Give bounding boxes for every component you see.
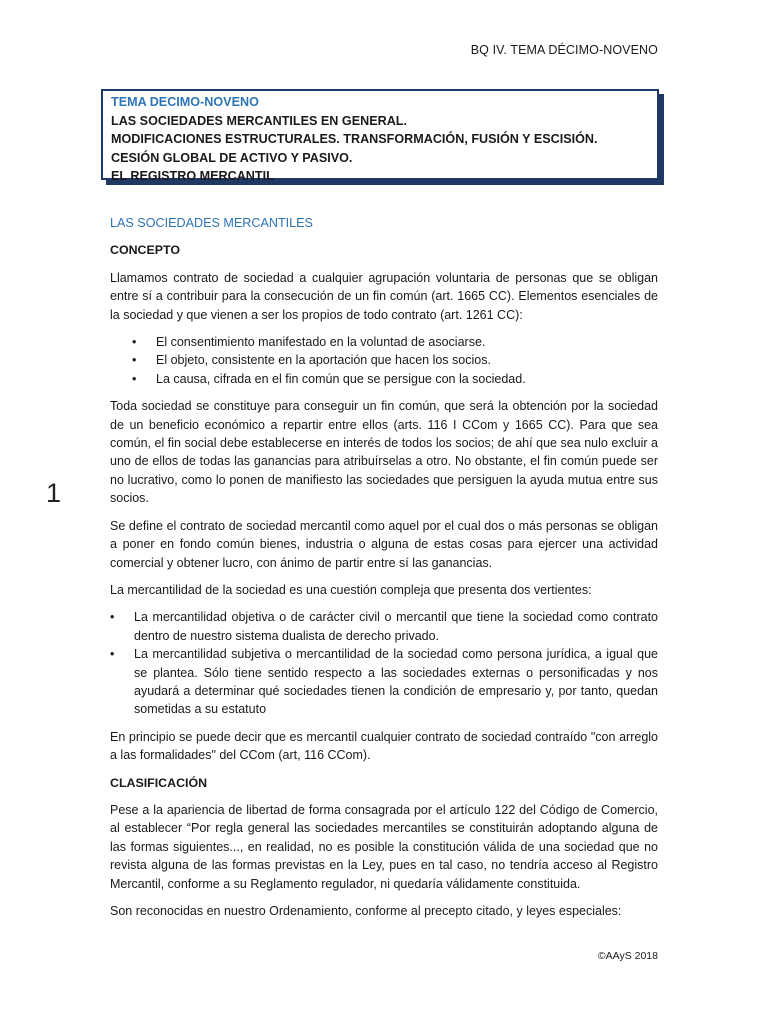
bullet-list-mercantilidad	[110, 608, 658, 718]
topic-subtitle-3: EL REGISTRO MERCANTIL	[111, 169, 274, 184]
topic-title: TEMA DECIMO-NOVENO	[111, 95, 259, 109]
running-header: BQ IV. TEMA DÉCIMO-NOVENO	[470, 43, 658, 57]
bullet-icon: •	[110, 610, 115, 625]
bullet-icon: •	[110, 647, 115, 662]
list-item: • El objeto, consistente en la aportación que hacen los socios.	[110, 351, 658, 369]
paragraph: Llamamos contrato de sociedad a cualquier agrupación voluntaria de personas que se obligan entre sí a contribuir para la consecución de un fin común (art. 1665 CC). Elementos esenciales de la sociedad y que vienen a ser los propios de todo contrato (art. 1261 CC):	[110, 270, 658, 322]
list-item: • La causa, cifrada en el fin común que se persigue con la sociedad.	[110, 370, 658, 388]
bullet-icon: •	[132, 353, 137, 368]
list-item: • La mercantilidad subjetiva o mercantilidad de la sociedad como persona jurídica, a igual que se plantea. Sólo tiene sentido respecto a las sociedades externas o personificadas y nos ayudará a determinar qué sociedades tienen la condición de empresario y, por tanto, quedan sometidas a su estatuto	[110, 647, 658, 717]
section-title: LAS SOCIEDADES MERCANTILES	[110, 216, 313, 230]
list-item: • La mercantilidad objetiva o de carácter civil o mercantil que tiene la sociedad como contrato dentro de nuestro sistema dualista de derecho privado.	[110, 610, 658, 643]
page-number: 1	[46, 478, 62, 508]
list-item: • El consentimiento manifestado en la voluntad de asociarse.	[110, 333, 658, 351]
bullet-icon: •	[132, 371, 137, 386]
paragraph: Pese a la apariencia de libertad de forma consagrada por el artículo 122 del Código de Comercio, al establecer “Por regla general las sociedades mercantiles se constituirán adoptando alguna de las formas siguientes..., en realidad, no es posible la constitución válida de una sociedad que no revista alguna de las formas previstas en la Ley, pues en tal caso, no tendría acceso al Registro Mercantil, conforme a su Reglamento regulador, ni quedaría válidamente constituida.	[110, 802, 658, 891]
bullet-list-elements	[110, 333, 658, 388]
bullet-icon: •	[132, 335, 137, 350]
paragraph: La mercantilidad de la sociedad es una cuestión compleja que presenta dos vertientes:	[110, 582, 592, 597]
topic-subtitle-1: LAS SOCIEDADES MERCANTILES EN GENERAL.	[111, 113, 407, 128]
document-body	[110, 214, 658, 929]
paragraph: En principio se puede decir que es mercantil cualquier contrato de sociedad contraído "con arreglo a las formalidades" del CCom (art, 116 CCom).	[110, 729, 658, 763]
paragraph: Son reconocidas en nuestro Ordenamiento, conforme al precepto citado, y leyes especiales:	[110, 904, 622, 918]
paragraph: Toda sociedad se constituye para conseguir un fin común, que será la obtención por la sociedad de un beneficio económico a repartir entre ellos (arts. 116 I CCom y 1665 CC). Para que sea común, el fin social debe establecerse en interés de todos los socios; de ahí que sea nulo excluir a uno de ellos de todas las ganancias para atribuírselas a otro. No obstante, el fin común puede ser no lucrativo, como lo ponen de manifiesto las sociedades que persiguen la ayuda mutua entre sus socios.	[110, 399, 658, 506]
topic-subtitle-2: MODIFICACIONES ESTRUCTURALES. TRANSFORMACIÓN, FUSIÓN Y ESCISIÓN. CESIÓN GLOBAL DE ACTIVO Y PASIVO.	[111, 132, 598, 165]
footer-copyright: ©AAyS 2018	[597, 950, 658, 962]
title-box	[101, 89, 659, 184]
paragraph: Se define el contrato de sociedad mercantil como aquel por el cual dos o más personas se obligan a poner en fondo común bienes, industria o alguna de estas cosas para ejercer una actividad comercial y obtener lucro, con ánimo de partir entre sí las ganancias.	[110, 518, 658, 570]
heading-clasificacion: CLASIFICACIÓN	[110, 775, 208, 790]
heading-concepto: CONCEPTO	[110, 243, 180, 258]
